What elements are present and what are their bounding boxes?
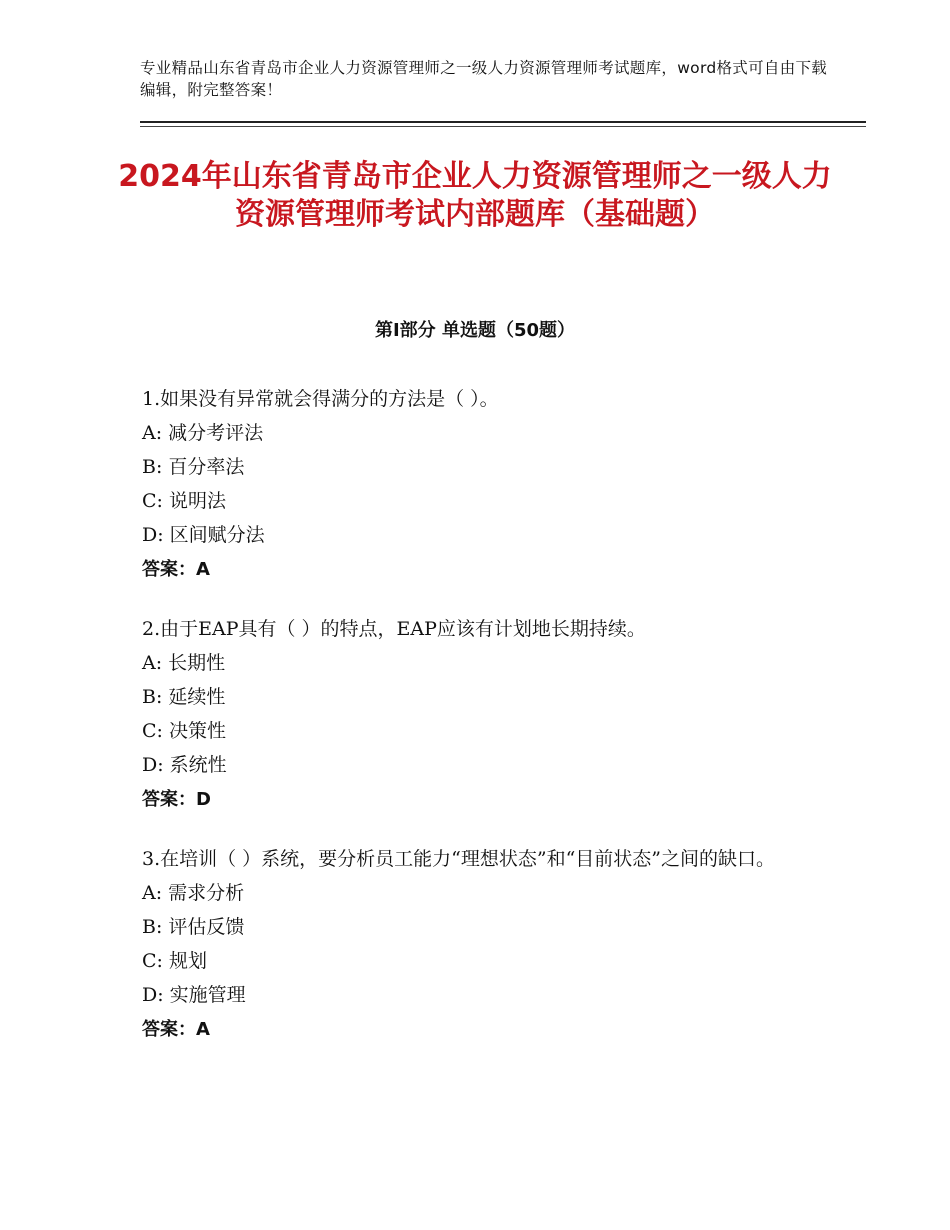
option-b: B: 评估反馈: [142, 916, 245, 938]
header-rule-thin: [140, 126, 866, 127]
question-stem: 1.如果没有异常就会得满分的方法是（ ）。: [142, 388, 499, 410]
document-title: 2024年山东省青岛市企业人力资源管理师之一级人力资源管理师考试内部题库（基础题）: [118, 159, 832, 232]
header-note: 专业精品山东省青岛市企业人力资源管理师之一级人力资源管理师考试题库，word格式可自由下载编辑，附完整答案！: [140, 59, 828, 99]
option-a: A: 长期性: [142, 652, 226, 674]
question-stem: 3.在培训（ ）系统，要分析员工能力“理想状态”和“目前状态”之间的缺口。: [142, 848, 776, 870]
question-3: [142, 842, 822, 1048]
question-1: [142, 382, 822, 588]
option-d: D: 系统性: [142, 754, 227, 776]
option-d: D: 区间赋分法: [142, 524, 265, 546]
answer: 答案：A: [142, 559, 210, 580]
section-title: 第I部分 单选题（50题）: [374, 320, 575, 341]
option-c: C: 规划: [142, 950, 207, 972]
header-rule-thick: [140, 121, 866, 123]
option-b: B: 延续性: [142, 686, 226, 708]
option-a: A: 减分考评法: [142, 422, 264, 444]
question-list: [142, 382, 822, 1072]
answer: 答案：A: [142, 1019, 210, 1040]
question-stem: 2.由于EAP具有（ ）的特点，EAP应该有计划地长期持续。: [142, 618, 646, 640]
option-b: B: 百分率法: [142, 456, 245, 478]
option-c: C: 决策性: [142, 720, 226, 742]
answer: 答案：D: [142, 789, 211, 810]
option-c: C: 说明法: [142, 490, 226, 512]
option-d: D: 实施管理: [142, 984, 246, 1006]
question-2: [142, 612, 822, 818]
option-a: A: 需求分析: [142, 882, 245, 904]
